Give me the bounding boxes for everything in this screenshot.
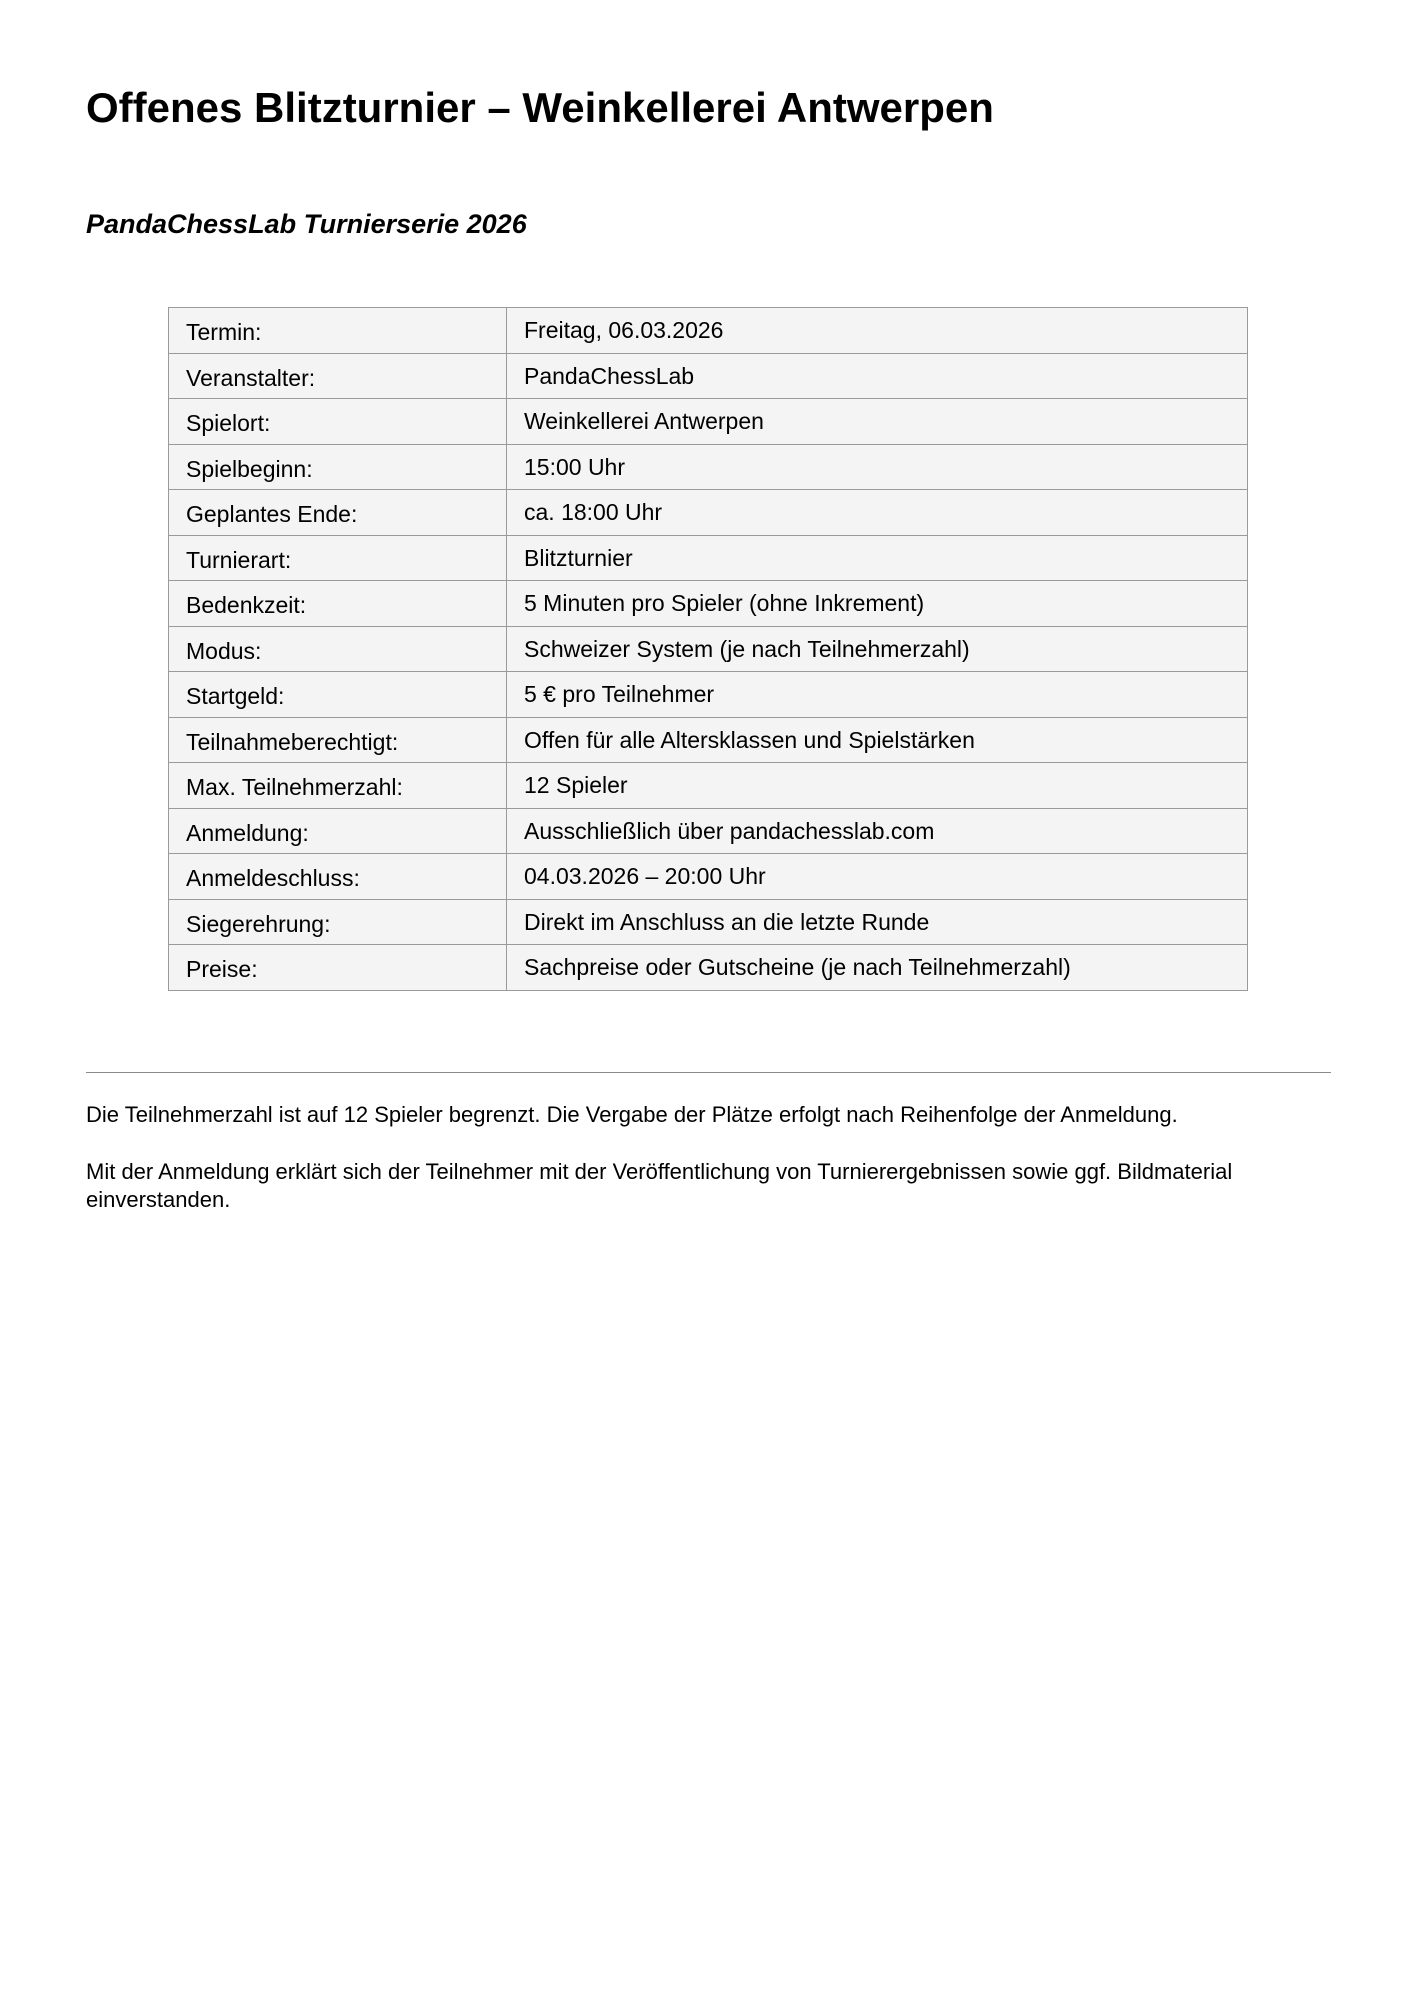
- detail-label: Preise:: [186, 956, 258, 983]
- detail-value-cell: [507, 854, 1248, 900]
- detail-label: Siegerehrung:: [186, 910, 331, 937]
- detail-value: Weinkellerei Antwerpen: [524, 408, 764, 435]
- detail-value: 5 Minuten pro Spieler (ohne Inkrement): [524, 590, 925, 617]
- table-row: [169, 763, 1248, 809]
- table-row: [169, 444, 1248, 490]
- detail-label-cell: [169, 444, 507, 490]
- detail-label: Geplantes Ende:: [186, 501, 358, 528]
- table-row: [169, 717, 1248, 763]
- detail-value-cell: [507, 899, 1248, 945]
- detail-value: PandaChessLab: [524, 362, 695, 389]
- detail-value: 04.03.2026 – 20:00 Uhr: [524, 863, 766, 890]
- page-title: Offenes Blitzturnier – Weinkellerei Antwerpen: [86, 84, 994, 131]
- detail-value: Sachpreise oder Gutscheine (je nach Teilnehmerzahl): [524, 954, 1071, 981]
- table-row: [169, 672, 1248, 718]
- detail-value-cell: [507, 399, 1248, 445]
- detail-label: Startgeld:: [186, 683, 285, 710]
- detail-value-cell: [507, 945, 1248, 991]
- detail-value: Blitzturnier: [524, 544, 633, 571]
- detail-label-cell: [169, 490, 507, 536]
- detail-label-cell: [169, 672, 507, 718]
- section-divider: [86, 1072, 1331, 1073]
- detail-value: 15:00 Uhr: [524, 453, 626, 480]
- tournament-details-table: [168, 307, 1248, 991]
- table-row: [169, 308, 1248, 354]
- page-subtitle: PandaChessLab Turnierserie 2026: [86, 209, 527, 239]
- detail-value-cell: [507, 717, 1248, 763]
- detail-label-cell: [169, 535, 507, 581]
- detail-value-cell: [507, 535, 1248, 581]
- detail-label: Anmeldeschluss:: [186, 865, 360, 892]
- detail-value: Offen für alle Altersklassen und Spielstärken: [524, 726, 975, 753]
- detail-label: Modus:: [186, 637, 262, 664]
- detail-label: Max. Teilnehmerzahl:: [186, 774, 403, 801]
- detail-label-cell: [169, 626, 507, 672]
- table-row: [169, 899, 1248, 945]
- detail-label-cell: [169, 854, 507, 900]
- detail-label: Veranstalter:: [186, 364, 316, 391]
- detail-label-cell: [169, 899, 507, 945]
- detail-label: Bedenkzeit:: [186, 592, 307, 619]
- table-row: [169, 535, 1248, 581]
- table-row: [169, 808, 1248, 854]
- detail-value-cell: [507, 672, 1248, 718]
- detail-value: Freitag, 06.03.2026: [524, 317, 724, 344]
- detail-label-cell: [169, 763, 507, 809]
- detail-value-cell: [507, 808, 1248, 854]
- detail-label: Spielbeginn:: [186, 455, 313, 482]
- detail-label: Teilnahmeberechtigt:: [186, 728, 399, 755]
- detail-value-cell: [507, 490, 1248, 536]
- detail-value: Ausschließlich über pandachesslab.com: [524, 817, 935, 844]
- detail-value: 5 € pro Teilnehmer: [524, 681, 715, 708]
- detail-label: Termin:: [186, 319, 262, 346]
- detail-label-cell: [169, 399, 507, 445]
- detail-label: Turnierart:: [186, 546, 292, 573]
- table-row: [169, 626, 1248, 672]
- detail-label-cell: [169, 808, 507, 854]
- detail-label-cell: [169, 353, 507, 399]
- table-row: [169, 353, 1248, 399]
- detail-label-cell: [169, 717, 507, 763]
- detail-label-cell: [169, 308, 507, 354]
- table-row: [169, 581, 1248, 627]
- detail-label-cell: [169, 581, 507, 627]
- table-row: [169, 854, 1248, 900]
- detail-label: Spielort:: [186, 410, 271, 437]
- detail-value-cell: [507, 763, 1248, 809]
- detail-value-cell: [507, 581, 1248, 627]
- table-row: [169, 945, 1248, 991]
- detail-value: 12 Spieler: [524, 772, 628, 799]
- detail-label-cell: [169, 945, 507, 991]
- detail-value-cell: [507, 308, 1248, 354]
- detail-value: Schweizer System (je nach Teilnehmerzahl): [524, 635, 970, 662]
- detail-value: Direkt im Anschluss an die letzte Runde: [524, 908, 930, 935]
- table-row: [169, 399, 1248, 445]
- detail-value-cell: [507, 353, 1248, 399]
- detail-value-cell: [507, 444, 1248, 490]
- table-row: [169, 490, 1248, 536]
- capacity-note: Die Teilnehmerzahl ist auf 12 Spieler begrenzt. Die Vergabe der Plätze erfolgt nach Reihenfolge der Anmeldung.: [86, 1102, 1178, 1127]
- detail-value-cell: [507, 626, 1248, 672]
- detail-value: ca. 18:00 Uhr: [524, 499, 663, 526]
- consent-note: Mit der Anmeldung erklärt sich der Teilnehmer mit der Veröffentlichung von Turnierergebnissen sowie ggf. Bildmaterial einverstanden.: [86, 1159, 1233, 1212]
- detail-label: Anmeldung:: [186, 819, 309, 846]
